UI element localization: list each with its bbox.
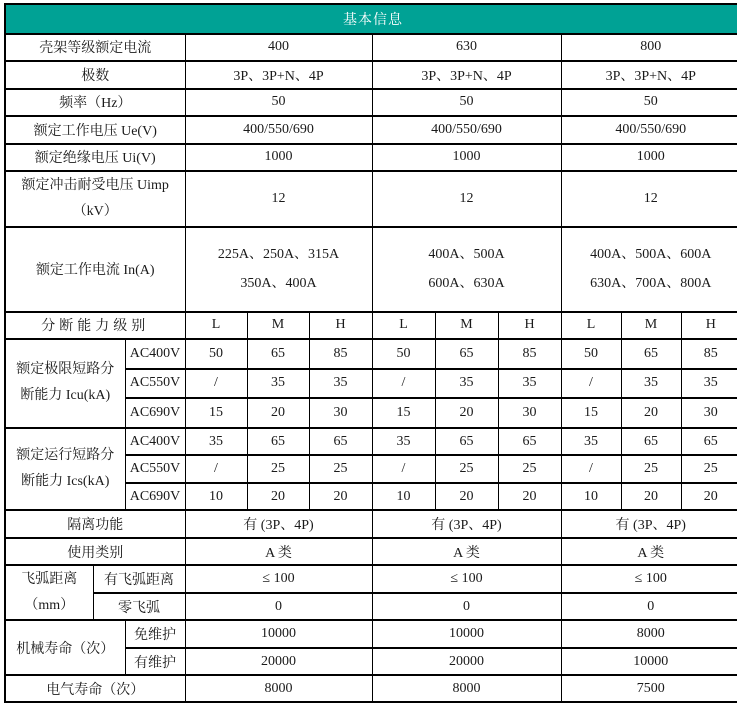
row-poles — [5, 61, 737, 89]
cell-ics-ac690v-5: 20 — [498, 483, 561, 511]
cell-icu-ac690v-0: 15 — [185, 398, 247, 428]
cell-frequency-400: 50 — [185, 89, 372, 117]
cell-rated-current-800-line2: 630A、700A、800A — [590, 276, 712, 292]
sub-label-icu-ac690v: AC690V — [125, 398, 185, 428]
cell-ics-ac550v-5: 25 — [498, 455, 561, 483]
row-arc-zero — [5, 593, 737, 621]
cell-ics-ac550v-6: / — [561, 455, 621, 483]
row-label-elec-life: 电气寿命（次） — [5, 675, 185, 702]
cell-icu-ac690v-6: 15 — [561, 398, 621, 428]
sub-label-arc-with: 有飞弧距离 — [93, 565, 185, 593]
cell-ics-ac550v-4: 25 — [435, 455, 498, 483]
cell-icu-ac400v-4: 65 — [435, 339, 498, 369]
cell-icu-ac550v-8: 35 — [681, 369, 737, 399]
row-label-ics — [5, 428, 125, 511]
cell-utilization-800: A 类 — [561, 538, 737, 566]
cell-arc-with-800: ≤ 100 — [561, 565, 737, 593]
cell-icu-ac690v-8: 30 — [681, 398, 737, 428]
cell-icu-ac550v-6: / — [561, 369, 621, 399]
cell-frequency-800: 50 — [561, 89, 737, 117]
cell-ics-ac690v-2: 20 — [309, 483, 372, 511]
cell-icu-ac550v-1: 35 — [247, 369, 309, 399]
cell-mech-maintained-400: 20000 — [185, 648, 372, 676]
cell-ics-ac550v-7: 25 — [621, 455, 681, 483]
cell-ui-630: 1000 — [372, 144, 561, 172]
cell-arc-zero-630: 0 — [372, 593, 561, 621]
cell-ics-ac690v-1: 20 — [247, 483, 309, 511]
row-label-frequency: 频率（Hz） — [5, 89, 185, 117]
row-label-uimp-line2: （kV） — [72, 204, 118, 220]
cell-icu-ac550v-5: 35 — [498, 369, 561, 399]
cell-icu-ac400v-0: 50 — [185, 339, 247, 369]
cell-icu-ac550v-0: / — [185, 369, 247, 399]
cell-class-800-l: L — [561, 312, 621, 340]
cell-icu-ac400v-3: 50 — [372, 339, 435, 369]
cell-class-800-h: H — [681, 312, 737, 340]
sub-label-ics-ac690v: AC690V — [125, 483, 185, 511]
cell-icu-ac550v-3: / — [372, 369, 435, 399]
cell-ics-ac690v-8: 20 — [681, 483, 737, 511]
cell-ics-ac690v-7: 20 — [621, 483, 681, 511]
cell-ics-ac550v-3: / — [372, 455, 435, 483]
row-label-isolation: 隔离功能 — [5, 510, 185, 538]
cell-icu-ac400v-1: 65 — [247, 339, 309, 369]
row-label-rated-current: 额定工作电流 In(A) — [5, 227, 185, 312]
cell-icu-ac690v-4: 20 — [435, 398, 498, 428]
cell-frame-current-800: 800 — [561, 34, 737, 62]
cell-frame-current-630: 630 — [372, 34, 561, 62]
cell-ue-800: 400/550/690 — [561, 116, 737, 144]
cell-icu-ac400v-7: 65 — [621, 339, 681, 369]
sub-label-mech-maintained: 有维护 — [125, 648, 185, 676]
cell-icu-ac400v-2: 85 — [309, 339, 372, 369]
row-label-arc-line2: （mm） — [24, 597, 75, 613]
row-ics-ac400v — [5, 428, 737, 456]
cell-uimp-800: 12 — [561, 171, 737, 227]
cell-ui-800: 1000 — [561, 144, 737, 172]
row-icu-ac400v — [5, 339, 737, 369]
row-arc-with — [5, 565, 737, 593]
cell-uimp-400: 12 — [185, 171, 372, 227]
row-label-uimp-line1: 额定冲击耐受电压 Uimp — [21, 178, 169, 194]
row-mech-life-maintfree — [5, 620, 737, 648]
row-label-ui: 额定绝缘电压 Ui(V) — [5, 144, 185, 172]
row-label-ue: 额定工作电压 Ue(V) — [5, 116, 185, 144]
cell-class-400-h: H — [309, 312, 372, 340]
cell-ics-ac550v-0: / — [185, 455, 247, 483]
cell-icu-ac690v-5: 30 — [498, 398, 561, 428]
cell-ue-630: 400/550/690 — [372, 116, 561, 144]
cell-icu-ac550v-2: 35 — [309, 369, 372, 399]
row-label-icu-line2: 断能力 Icu(kA) — [20, 388, 111, 404]
cell-ics-ac550v-2: 25 — [309, 455, 372, 483]
cell-isolation-800: 有 (3P、4P) — [561, 510, 737, 538]
cell-arc-zero-400: 0 — [185, 593, 372, 621]
cell-icu-ac400v-5: 85 — [498, 339, 561, 369]
sub-label-ics-ac400v: AC400V — [125, 428, 185, 456]
row-breaking-class — [5, 312, 737, 340]
cell-icu-ac400v-8: 85 — [681, 339, 737, 369]
cell-ics-ac400v-2: 65 — [309, 428, 372, 456]
cell-ics-ac400v-5: 65 — [498, 428, 561, 456]
cell-icu-ac690v-1: 20 — [247, 398, 309, 428]
cell-utilization-630: A 类 — [372, 538, 561, 566]
cell-arc-with-400: ≤ 100 — [185, 565, 372, 593]
row-frequency — [5, 89, 737, 117]
cell-rated-current-800 — [561, 227, 737, 312]
cell-ics-ac400v-0: 35 — [185, 428, 247, 456]
cell-rated-current-400 — [185, 227, 372, 312]
cell-ics-ac400v-8: 65 — [681, 428, 737, 456]
row-frame-current — [5, 34, 737, 62]
cell-poles-630: 3P、3P+N、4P — [372, 61, 561, 89]
basic-info-table — [4, 3, 737, 703]
cell-ics-ac400v-3: 35 — [372, 428, 435, 456]
cell-ics-ac550v-1: 25 — [247, 455, 309, 483]
cell-ics-ac400v-4: 65 — [435, 428, 498, 456]
cell-poles-800: 3P、3P+N、4P — [561, 61, 737, 89]
cell-ics-ac690v-0: 10 — [185, 483, 247, 511]
sub-label-mech-maintfree: 免维护 — [125, 620, 185, 648]
cell-elec-life-400: 8000 — [185, 675, 372, 702]
cell-class-400-m: M — [247, 312, 309, 340]
cell-rated-current-400-line1: 225A、250A、315A — [217, 247, 340, 263]
row-elec-life — [5, 675, 737, 702]
cell-icu-ac690v-2: 30 — [309, 398, 372, 428]
row-label-utilization: 使用类别 — [5, 538, 185, 566]
row-label-ics-line1: 额定运行短路分 — [16, 448, 115, 464]
cell-icu-ac550v-7: 35 — [621, 369, 681, 399]
cell-ics-ac690v-3: 10 — [372, 483, 435, 511]
cell-class-630-h: H — [498, 312, 561, 340]
row-label-arc — [5, 565, 93, 620]
cell-mech-maintfree-630: 10000 — [372, 620, 561, 648]
cell-ics-ac400v-1: 65 — [247, 428, 309, 456]
cell-ics-ac400v-6: 35 — [561, 428, 621, 456]
row-label-mech-life: 机械寿命（次） — [5, 620, 125, 675]
cell-arc-zero-800: 0 — [561, 593, 737, 621]
cell-ics-ac550v-8: 25 — [681, 455, 737, 483]
row-label-frame-current: 壳架等级额定电流 — [5, 34, 185, 62]
table-title: 基本信息 — [5, 4, 737, 34]
cell-rated-current-630-line2: 600A、630A — [428, 276, 505, 292]
sub-label-icu-ac400v: AC400V — [125, 339, 185, 369]
row-rated-current — [5, 227, 737, 312]
row-label-ics-line2: 断能力 Ics(kA) — [21, 474, 110, 490]
row-label-icu — [5, 339, 125, 428]
cell-utilization-400: A 类 — [185, 538, 372, 566]
cell-rated-current-800-line1: 400A、500A、600A — [590, 247, 712, 263]
cell-ics-ac690v-6: 10 — [561, 483, 621, 511]
cell-elec-life-630: 8000 — [372, 675, 561, 702]
cell-poles-400: 3P、3P+N、4P — [185, 61, 372, 89]
cell-class-630-m: M — [435, 312, 498, 340]
cell-isolation-400: 有 (3P、4P) — [185, 510, 372, 538]
cell-isolation-630: 有 (3P、4P) — [372, 510, 561, 538]
cell-ics-ac400v-7: 65 — [621, 428, 681, 456]
cell-mech-maintfree-800: 8000 — [561, 620, 737, 648]
cell-mech-maintfree-400: 10000 — [185, 620, 372, 648]
row-label-breaking-class: 分断能力级别 — [5, 312, 185, 340]
cell-icu-ac400v-6: 50 — [561, 339, 621, 369]
cell-arc-with-630: ≤ 100 — [372, 565, 561, 593]
cell-class-800-m: M — [621, 312, 681, 340]
row-label-icu-line1: 额定极限短路分 — [16, 362, 115, 378]
cell-ics-ac690v-4: 20 — [435, 483, 498, 511]
sub-label-icu-ac550v: AC550V — [125, 369, 185, 399]
cell-icu-ac550v-4: 35 — [435, 369, 498, 399]
cell-frequency-630: 50 — [372, 89, 561, 117]
row-label-poles: 极数 — [5, 61, 185, 89]
cell-elec-life-800: 7500 — [561, 675, 737, 702]
cell-ui-400: 1000 — [185, 144, 372, 172]
cell-icu-ac690v-7: 20 — [621, 398, 681, 428]
row-ui — [5, 144, 737, 172]
cell-rated-current-630 — [372, 227, 561, 312]
row-utilization — [5, 538, 737, 566]
row-label-uimp — [5, 171, 185, 227]
row-uimp — [5, 171, 737, 227]
cell-mech-maintained-800: 10000 — [561, 648, 737, 676]
cell-ue-400: 400/550/690 — [185, 116, 372, 144]
cell-icu-ac690v-3: 15 — [372, 398, 435, 428]
row-isolation — [5, 510, 737, 538]
sub-label-ics-ac550v: AC550V — [125, 455, 185, 483]
cell-uimp-630: 12 — [372, 171, 561, 227]
cell-class-400-l: L — [185, 312, 247, 340]
row-ue — [5, 116, 737, 144]
cell-mech-maintained-630: 20000 — [372, 648, 561, 676]
sub-label-arc-zero: 零飞弧 — [93, 593, 185, 621]
cell-frame-current-400: 400 — [185, 34, 372, 62]
cell-class-630-l: L — [372, 312, 435, 340]
cell-rated-current-630-line1: 400A、500A — [428, 247, 505, 263]
cell-rated-current-400-line2: 350A、400A — [240, 276, 317, 292]
row-label-arc-line1: 飞弧距离 — [21, 571, 78, 587]
